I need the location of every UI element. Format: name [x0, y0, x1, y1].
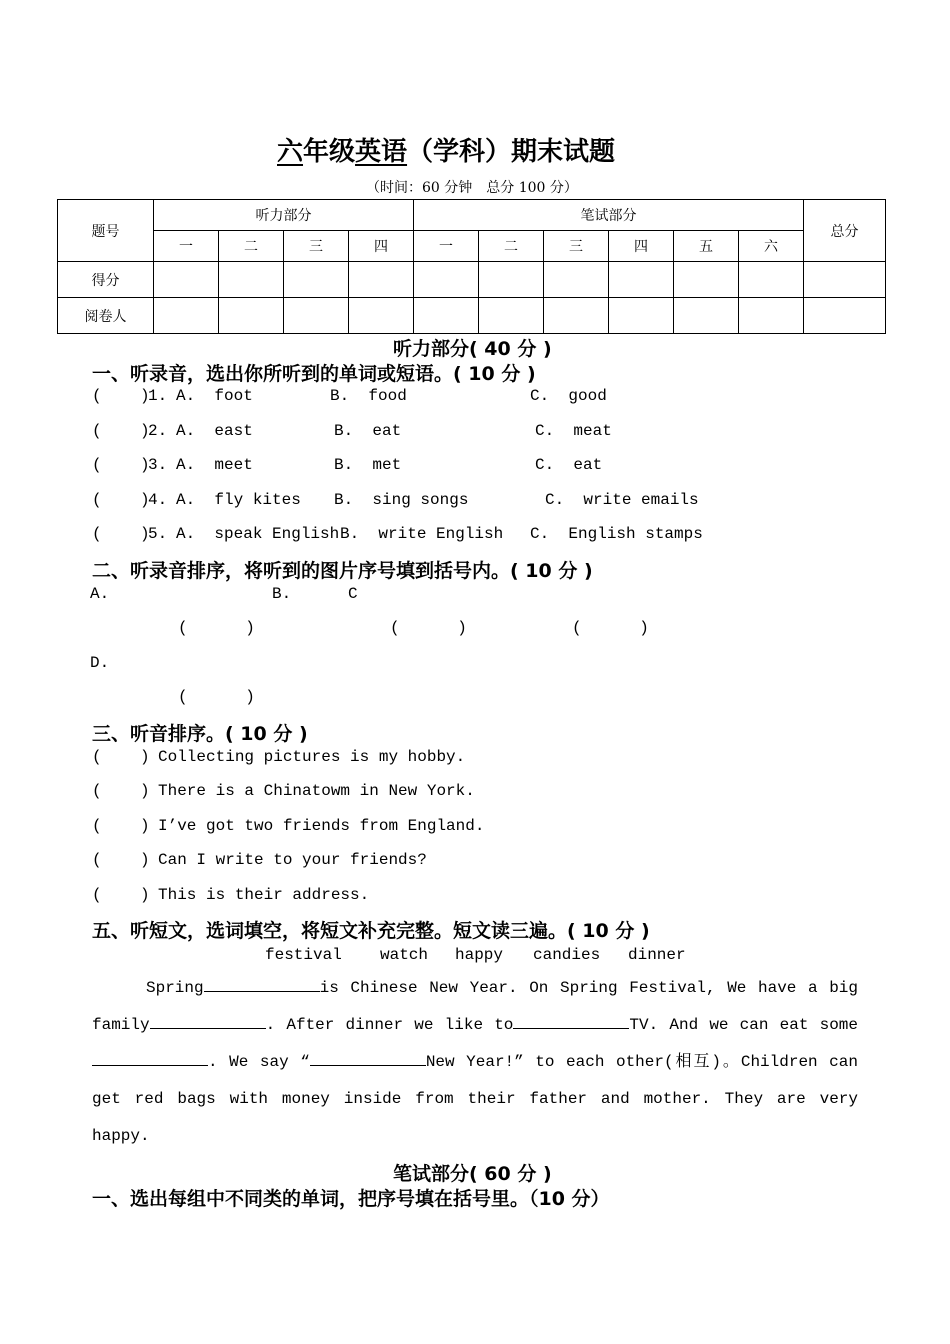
question-number: 3.	[148, 456, 168, 474]
sentence-paren[interactable]: ( )	[92, 782, 150, 800]
section-2-title: 二、听录音排序，将听到的图片序号填到括号内。( 10 分 )	[92, 560, 593, 582]
option-c: C. write emails	[545, 491, 699, 509]
option-a: A. meet	[176, 456, 253, 474]
grader-row-label: 阅卷人	[58, 298, 154, 334]
written-col: 三	[544, 231, 609, 262]
page-subtitle: （时间：60 分钟 总分 100 分）	[366, 180, 578, 196]
page-title	[277, 131, 615, 168]
word-bank-item: happy	[455, 946, 504, 964]
sentence-paren[interactable]: ( )	[92, 886, 150, 904]
score-cell[interactable]	[414, 262, 479, 298]
picture-label-c: C	[348, 585, 358, 603]
score-cell[interactable]	[544, 262, 609, 298]
option-b: B. food	[330, 387, 407, 405]
written-col: 一	[414, 231, 479, 262]
sentence-paren[interactable]: ( )	[92, 851, 150, 869]
option-b: B. eat	[334, 422, 402, 440]
passage-text: New Year!” to each other(相互)。Children can get red bags with money inside from their father and mother. They are very happy.	[92, 1053, 858, 1145]
grader-cell[interactable]	[804, 298, 886, 334]
section-3-title: 三、听音排序。( 10 分 )	[92, 723, 308, 745]
word-bank-item: festival	[265, 946, 342, 964]
total-label: 总分	[804, 200, 886, 262]
grader-cell[interactable]	[349, 298, 414, 334]
option-b: B. write English	[340, 525, 504, 543]
question-paren[interactable]: ( )	[92, 525, 150, 543]
question-paren[interactable]: ( )	[92, 491, 150, 509]
fill-blank[interactable]	[204, 977, 320, 992]
sentence-paren[interactable]: ( )	[92, 817, 150, 835]
grader-cell[interactable]	[154, 298, 219, 334]
listening-col: 四	[349, 231, 414, 262]
sentence-text: Can I write to your friends?	[158, 851, 427, 869]
picture-label-b: B.	[272, 585, 292, 603]
written-header: 笔试部分	[414, 200, 804, 231]
passage-text: is Chinese New Year. On Spring Festival, We have a big family	[92, 979, 858, 1034]
option-c: C. meat	[535, 422, 612, 440]
score-cell[interactable]	[609, 262, 674, 298]
word-bank-item: dinner	[628, 946, 686, 964]
answer-paren[interactable]: ( )	[178, 619, 255, 637]
grader-cell[interactable]	[739, 298, 804, 334]
written-title: 笔试部分( 60 分 )	[393, 1163, 552, 1185]
score-cell[interactable]	[479, 262, 544, 298]
word-bank-item: watch	[380, 946, 429, 964]
section-1-title: 一、听录音，选出你所听到的单词或短语。( 10 分 )	[92, 363, 536, 385]
option-b: B. met	[334, 456, 402, 474]
question-number: 4.	[148, 491, 168, 509]
written-col: 六	[739, 231, 804, 262]
question-paren[interactable]: ( )	[92, 387, 150, 405]
section-5-title: 五、听短文，选词填空，将短文补充完整。短文读三遍。( 10 分 )	[92, 920, 650, 942]
score-row-label: 得分	[58, 262, 154, 298]
written-section-1-title: 一、选出每组中不同类的单词，把序号填在括号里。（10 分）	[92, 1188, 610, 1210]
question-number: 2.	[148, 422, 168, 440]
score-table	[57, 199, 886, 334]
question-number: 1.	[148, 387, 168, 405]
fill-blank[interactable]	[92, 1051, 208, 1066]
passage-text: . We say “	[208, 1053, 310, 1071]
score-cell[interactable]	[739, 262, 804, 298]
sentence-text: This is their address.	[158, 886, 370, 904]
option-c: C. English stamps	[530, 525, 703, 543]
passage-text: . After dinner we like to	[265, 1016, 514, 1034]
sentence-paren[interactable]: ( )	[92, 748, 150, 766]
option-a: A. speak English	[176, 525, 340, 543]
option-a: A. foot	[176, 387, 253, 405]
fill-blank[interactable]	[310, 1051, 426, 1066]
written-col: 四	[609, 231, 674, 262]
passage-text: TV. And we can eat some	[629, 1016, 858, 1034]
score-cell[interactable]	[219, 262, 284, 298]
grader-cell[interactable]	[674, 298, 739, 334]
grader-cell[interactable]	[479, 298, 544, 334]
answer-paren[interactable]: ( )	[572, 619, 649, 637]
sentence-text: I’ve got two friends from England.	[158, 817, 485, 835]
cloze-passage	[92, 970, 858, 1155]
listening-title: 听力部分( 40 分 )	[393, 338, 552, 360]
option-c: C. eat	[535, 456, 603, 474]
option-b: B. sing songs	[334, 491, 469, 509]
sentence-text: There is a Chinatowm in New York.	[158, 782, 475, 800]
score-cell[interactable]	[154, 262, 219, 298]
grade: 六	[277, 137, 304, 167]
score-cell[interactable]	[674, 262, 739, 298]
fill-blank[interactable]	[150, 1014, 266, 1029]
listening-header: 听力部分	[154, 200, 414, 231]
picture-label-a: A.	[90, 585, 110, 603]
passage-text: Spring	[146, 979, 204, 997]
qnum-label: 题号	[58, 200, 154, 262]
grader-cell[interactable]	[544, 298, 609, 334]
question-number: 5.	[148, 525, 168, 543]
answer-paren[interactable]: ( )	[178, 688, 255, 706]
picture-label-d: D.	[90, 654, 110, 672]
grader-cell[interactable]	[284, 298, 349, 334]
fill-blank[interactable]	[513, 1014, 629, 1029]
option-a: A. east	[176, 422, 253, 440]
listening-col: 三	[284, 231, 349, 262]
grader-cell[interactable]	[219, 298, 284, 334]
option-a: A. fly kites	[176, 491, 301, 509]
question-paren[interactable]: ( )	[92, 456, 150, 474]
word-bank-item: candies	[533, 946, 601, 964]
score-cell[interactable]	[284, 262, 349, 298]
score-cell[interactable]	[349, 262, 414, 298]
sentence-text: Collecting pictures is my hobby.	[158, 748, 466, 766]
subject: 英语	[355, 137, 408, 167]
title-rest: （学科）期末试题	[407, 137, 616, 167]
listening-col: 一	[154, 231, 219, 262]
grade-suffix: 年级	[303, 137, 356, 167]
score-cell[interactable]	[804, 262, 886, 298]
grader-cell[interactable]	[609, 298, 674, 334]
option-c: C. good	[530, 387, 607, 405]
answer-paren[interactable]: ( )	[390, 619, 467, 637]
written-col: 五	[674, 231, 739, 262]
grader-cell[interactable]	[414, 298, 479, 334]
written-col: 二	[479, 231, 544, 262]
listening-col: 二	[219, 231, 284, 262]
question-paren[interactable]: ( )	[92, 422, 150, 440]
